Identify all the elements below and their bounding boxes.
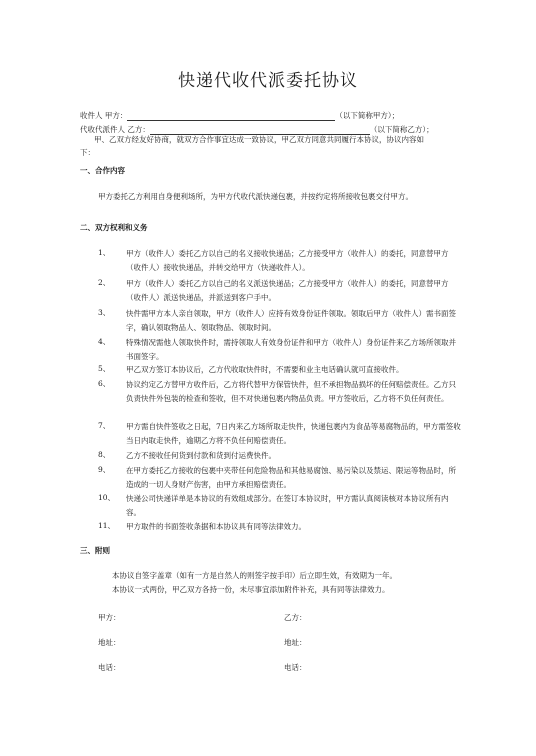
section-3-line-1: 本协议自签字盖章（如有一方是自然人的则签字按手印）后立即生效，有效期为一年。 xyxy=(112,571,397,580)
item-text: 甲方取件的书面签收条据和本协议具有同等法律效力。 xyxy=(126,522,306,531)
item-text: 甲方（收件人）委托乙方以自己的名义派送快递品；乙方接受甲方（收件人）的委托，同意替甲方（收件人）派送快递品，并派送到客户手中。 xyxy=(126,279,449,302)
item-number: 4、 xyxy=(98,337,111,346)
item-number: 8、 xyxy=(98,450,111,459)
item-number: 10、 xyxy=(98,493,116,502)
party-a-blank[interactable] xyxy=(127,112,335,121)
party-b-address-label: 地址： xyxy=(284,638,307,647)
section-2-heading: 二、双方权利和义务 xyxy=(80,223,148,232)
item-text: 快递公司快递详单是本协议的有效组成部分。在签订本协议时，甲方需认真阅读核对本协议所有内容。 xyxy=(126,494,449,517)
section-3-line-2: 本协议一式两份，甲乙双方各持一份，未尽事宜添加附件补充，具有同等法律效力。 xyxy=(112,585,390,594)
party-a-phone-label: 电话： xyxy=(98,663,121,672)
party-a-suffix: （以下简称甲方）； xyxy=(335,111,400,120)
party-a-label: 收件人 甲方： xyxy=(80,111,128,120)
party-b-label: 代收代派件人 乙方： xyxy=(80,125,150,134)
section-1-text: 甲方委托乙方利用自身便利场所，为甲方代收代派快递包裹，并按约定将所接收包裹交付甲方。 xyxy=(98,192,413,201)
document-title: 快递代收代派委托协议 xyxy=(178,71,358,91)
party-b-phone-label: 电话： xyxy=(284,663,307,672)
item-number: 2、 xyxy=(98,278,111,287)
party-b-suffix: （以下简称乙方）； xyxy=(369,125,434,134)
party-b-signature-label: 乙方： xyxy=(284,613,307,622)
item-text: 快件需甲方本人亲自领取，甲方（收件人）应持有效身份证件领取。领取后甲方（收件人）需书面签字，确认领取物品人、领取物品、领取时间。 xyxy=(126,309,456,332)
item-number: 9、 xyxy=(98,465,111,474)
item-text: 甲乙双方签订本协议后，乙方代收取快件时，不需要和业主电话确认就可直接收件。 xyxy=(126,365,404,374)
item-text: 特殊情况需他人领取快件时，需持领取人有效身份证件和甲方（收件人）身份证件来乙方场所领取并书面签字。 xyxy=(126,338,456,361)
item-number: 6、 xyxy=(98,379,111,388)
item-number: 3、 xyxy=(98,308,111,317)
item-text: 甲方（收件人）委托乙方以自己的名义接收快递品；乙方接受甲方（收件人）的委托，同意替甲方（收件人）接收快递品，并转交给甲方（快递收件人）。 xyxy=(126,249,449,272)
intro-line-1: 甲、乙双方经友好协商，就双方合作事宜达成一致协议，甲乙双方同意共同履行本协议，协议内容如 xyxy=(94,135,424,144)
item-number: 11、 xyxy=(98,521,116,530)
item-text: 乙方不接收任何货到付款和货到付运费快件。 xyxy=(126,451,276,460)
item-text: 协议约定乙方替甲方收件后，乙方将代替甲方保管快件，但不承担物品损坏的任何赔偿责任。乙方只负责快件外包装的检查和签收，但不对快递包裹内物品负责。甲方签收后，乙方将不负任何责任。 xyxy=(126,380,456,403)
item-number: 7、 xyxy=(98,421,111,430)
item-number: 1、 xyxy=(98,248,111,257)
section-3-heading: 三、附则 xyxy=(80,546,110,555)
party-a-line xyxy=(80,110,399,121)
item-text: 甲方需自快件签收之日起，7日内来乙方场所取走快件，快递包裹内为食品等易腐物品的，甲方需签收当日内取走快件，逾期乙方将不负任何赔偿责任。 xyxy=(126,422,461,445)
item-text: 在甲方委托乙方接收的包裹中夹带任何危险物品和其他易腐蚀、易污染以及禁运、限运等物品时，所造成的一切人身财产伤害，由甲方承担赔偿责任。 xyxy=(126,466,456,489)
intro-line-2: 下： xyxy=(80,148,95,157)
item-number: 5、 xyxy=(98,364,111,373)
party-a-signature-label: 甲方： xyxy=(98,613,121,622)
section-1-heading: 一、合作内容 xyxy=(80,166,125,175)
party-a-address-label: 地址： xyxy=(98,638,121,647)
